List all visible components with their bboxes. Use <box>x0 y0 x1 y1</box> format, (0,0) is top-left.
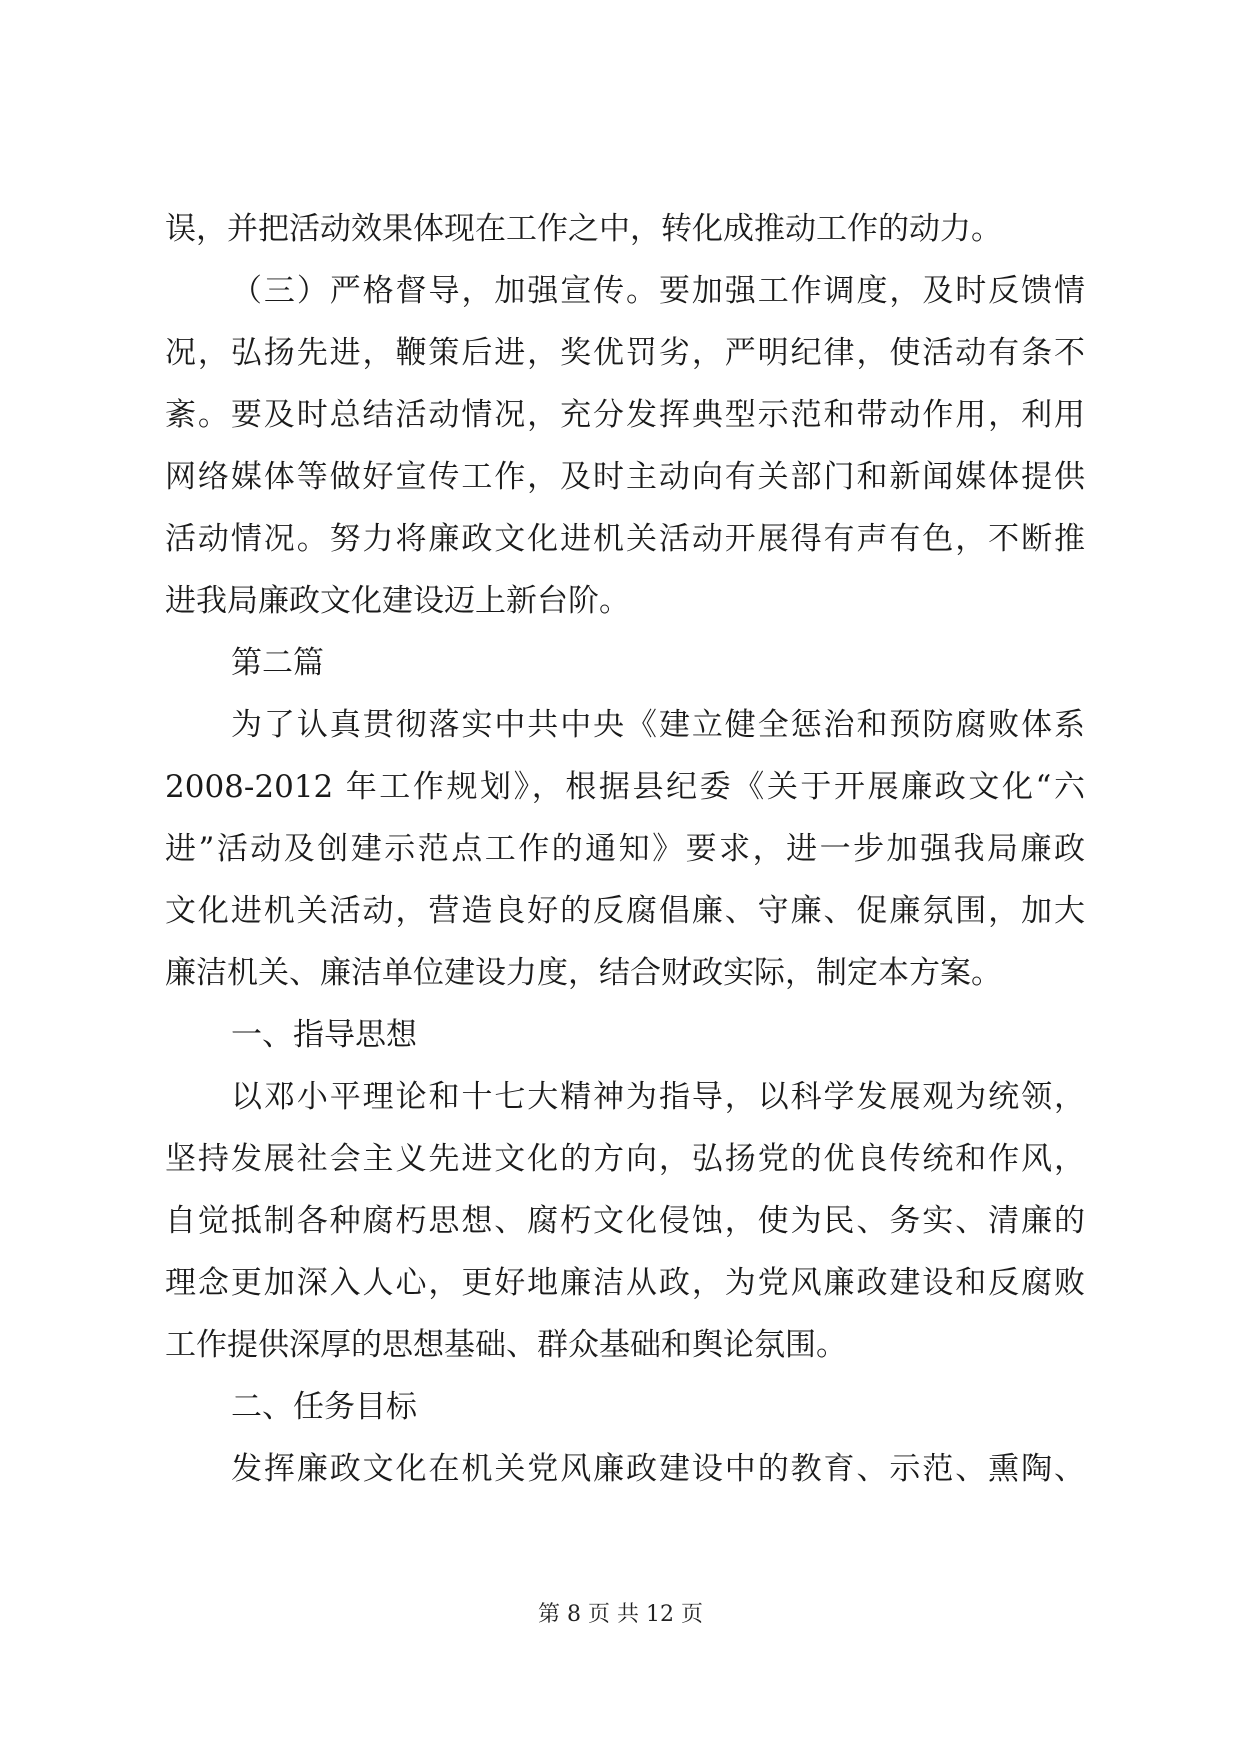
text-line: 文化进机关活动，营造良好的反腐倡廉、守廉、促廉氛围，加大 <box>165 893 1085 929</box>
text-line: 二、任务目标 <box>231 1389 417 1425</box>
text-line: 活动情况。努力将廉政文化进机关活动开展得有声有色，不断推 <box>165 521 1085 557</box>
text-line: 自觉抵制各种腐朽思想、腐朽文化侵蚀，使为民、务实、清廉的 <box>165 1203 1085 1239</box>
text-line: 况，弘扬先进，鞭策后进，奖优罚劣，严明纪律，使活动有条不 <box>165 335 1085 371</box>
text-line: 一、指导思想 <box>231 1017 417 1053</box>
text-line: 2008-2012 年工作规划》，根据县纪委《关于开展廉政文化“六 <box>165 769 1085 805</box>
text-line: 发挥廉政文化在机关党风廉政建设中的教育、示范、熏陶、 <box>231 1451 1085 1487</box>
text-line: 工作提供深厚的思想基础、群众基础和舆论氛围。 <box>165 1327 847 1363</box>
text-line: 网络媒体等做好宣传工作，及时主动向有关部门和新闻媒体提供 <box>165 459 1085 495</box>
text-line: 理念更加深入人心，更好地廉洁从政，为党风廉政建设和反腐败 <box>165 1265 1085 1301</box>
text-line: 紊。要及时总结活动情况，充分发挥典型示范和带动作用，利用 <box>165 397 1085 433</box>
page-footer: 第 8 页 共 12 页 <box>538 1602 703 1627</box>
text-line: 进”活动及创建示范点工作的通知》要求，进一步加强我局廉政 <box>165 831 1085 867</box>
text-line: （三）严格督导，加强宣传。要加强工作调度，及时反馈情 <box>231 273 1085 309</box>
text-line: 进我局廉政文化建设迈上新台阶。 <box>165 583 630 619</box>
text-line: 以邓小平理论和十七大精神为指导，以科学发展观为统领， <box>231 1079 1085 1115</box>
text-line: 廉洁机关、廉洁单位建设力度，结合财政实际，制定本方案。 <box>165 955 1002 991</box>
text-line: 为了认真贯彻落实中共中央《建立健全惩治和预防腐败体系 <box>231 707 1085 743</box>
text-line: 误，并把活动效果体现在工作之中，转化成推动工作的动力。 <box>165 211 1002 247</box>
document-body <box>165 198 1085 1500</box>
text-line: 坚持发展社会主义先进文化的方向，弘扬党的优良传统和作风， <box>165 1141 1085 1177</box>
text-line: 第二篇 <box>231 645 324 681</box>
